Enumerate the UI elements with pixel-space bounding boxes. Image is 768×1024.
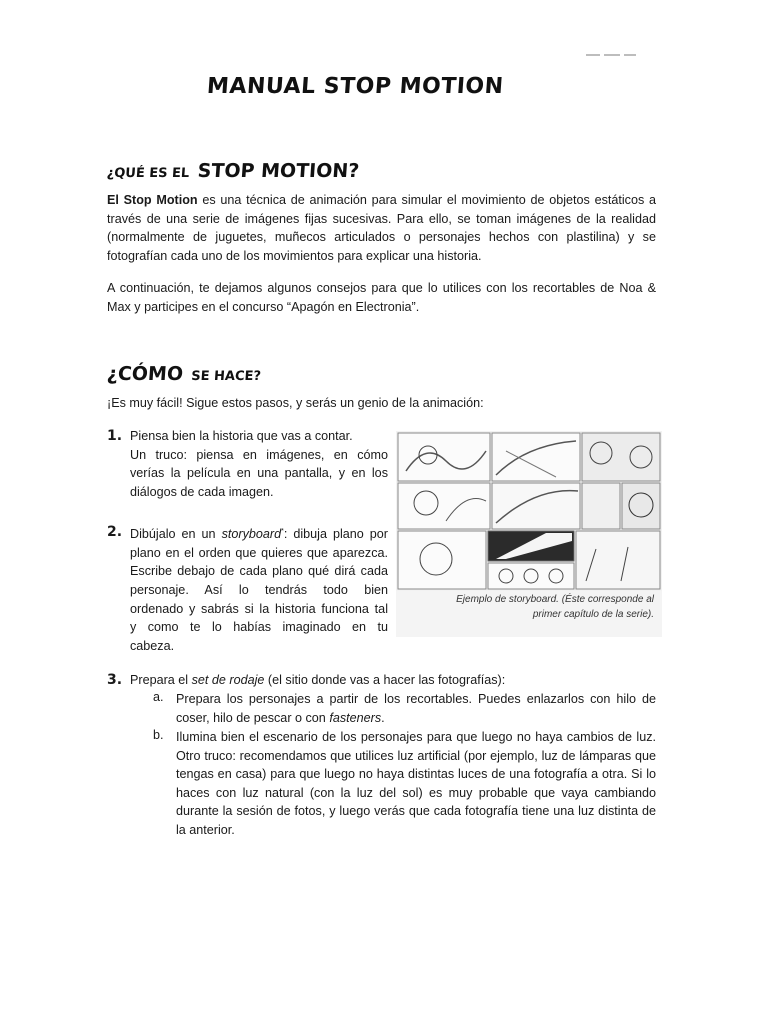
text-suffix: (el sitio donde vas a hacer las fotografías): — [264, 673, 506, 687]
text-prefix: Dibújalo en un — [130, 527, 222, 542]
heading-big-part: STOP MOTION? — [196, 160, 360, 182]
text-line: cabeza. — [130, 638, 175, 653]
subitem-a-text — [176, 690, 656, 727]
storyboard-panels — [396, 431, 662, 591]
subitem-end: . — [381, 710, 385, 725]
storyboard-panel — [398, 433, 490, 481]
subitem-b-text: Ilumina bien el escenario de los personajes para que luego no haya cambios de luz. Otro truco: recomendamos que utilices luz artificial (por ejemplo, luz de lámparas que tengas en casa) para que luego no haya distintas luces de una fotografía a otra. Si lo haces con luz natural (con la luz del sol) es muy probable que vaya cambiando durante la sesión de fotos, y luego verás que cada fotografía tiene una luz distinta de la anterior. — [176, 730, 656, 837]
corner-mark — [586, 54, 648, 57]
storyboard-panel — [622, 483, 660, 529]
text-line: ordenado y sabrás si la historia funciona tal — [130, 601, 388, 616]
text-line: plano en el orden que quieres que aparezca. — [130, 545, 388, 560]
step-3-text — [130, 671, 656, 690]
caption-line: Ejemplo de storyboard. (Éste corresponde al — [456, 594, 654, 605]
page-title: MANUAL STOP MOTION — [206, 74, 505, 99]
footnote-marker: * — [281, 528, 284, 535]
text-line: Un truco: piensa en imágenes, en cómo — [130, 447, 388, 462]
storyboard-panel — [576, 531, 660, 589]
heading-small-part: SE HACE? — [190, 369, 262, 384]
text-line: diálogos de cada imagen. — [130, 484, 274, 499]
step-1-text — [130, 427, 388, 501]
text-line: y como te lo habías imaginado en tu — [130, 620, 388, 635]
storyboard-panel — [398, 531, 486, 589]
subitem-letter: a. — [153, 690, 164, 704]
step-number: 2. — [107, 524, 123, 540]
paragraph-definition — [107, 191, 656, 265]
storyboard-term: storyboard — [221, 527, 282, 542]
paragraph-steps-intro: ¡Es muy fácil! Sigue estos pasos, y serás un genio de la animación: — [107, 396, 484, 410]
text-line: verías la película en una pantalla, y en los — [130, 466, 388, 481]
storyboard-caption — [414, 592, 654, 622]
section-heading-what-is — [106, 155, 360, 183]
text-line: Piensa bien la historia que vas a contar. — [130, 429, 353, 443]
paragraph-intro-contest: A continuación, te dejamos algunos consejos para que lo utilices con los recortables de Noa & Max y participes en el concurso “Apagón en Electronia”. — [107, 281, 656, 314]
fasteners-term: fasteners — [329, 710, 382, 725]
subitem-text: Prepara los personajes a partir de los recortables. Puedes enlazarlos con hilo de coser, hilo de pescar o con — [176, 692, 656, 725]
text-line — [130, 523, 388, 544]
step-number: 1. — [107, 428, 123, 444]
storyboard-image — [396, 431, 662, 637]
text-prefix: Prepara el — [130, 673, 192, 687]
text-line: personaje. Así lo tendrás todo bien — [130, 582, 388, 597]
subitem-letter: b. — [153, 728, 164, 742]
text-suffix: : dibuja plano por — [283, 527, 388, 542]
definition-text: es una técnica de animación para simular el movimiento de objetos estáticos a través de una serie de imágenes fijas sucesivas. Para ello, se toman imágenes de la realidad (normalmente de juguetes, muñecos articulados o personajes hechos con plastilina) y se fotografían cada uno de los movimientos para explicar una historia. — [107, 193, 657, 263]
storyboard-panel — [582, 433, 660, 481]
storyboard-panel — [398, 483, 490, 529]
step-2-text — [130, 523, 388, 655]
step-number: 3. — [107, 672, 123, 688]
section-heading-how-to — [106, 358, 262, 386]
storyboard-panel — [492, 433, 580, 481]
storyboard-panel — [582, 483, 620, 529]
text-line: Escribe debajo de cada plano qué dirá cada — [130, 564, 388, 579]
storyboard-panel — [488, 563, 574, 589]
bold-term: El Stop Motion — [107, 193, 198, 207]
set-term: set de rodaje — [191, 673, 265, 687]
caption-line: primer capítulo de la serie). — [532, 609, 654, 620]
heading-small-part: ¿QUÉ ES EL — [106, 166, 190, 181]
heading-big-part: ¿CÓMO — [106, 363, 184, 385]
